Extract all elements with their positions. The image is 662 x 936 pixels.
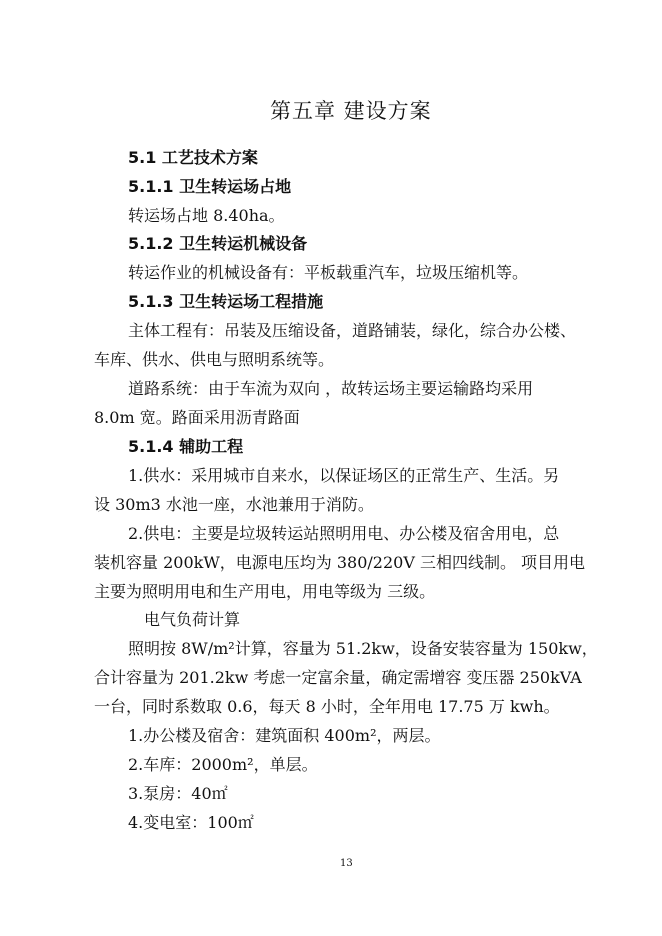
paragraph-calc-line3: 一台，同时系数取 0.6，每天 8 小时，全年用电 17.75 万 kwh。 <box>94 697 560 716</box>
page-number: 13 <box>340 858 353 869</box>
paragraph-road-line1: 道路系统：由于车流为双向 ，故转运场主要运输路均采用 <box>128 379 534 398</box>
list-item-pump-house: 3.泵房：40㎡ <box>128 784 228 803</box>
paragraph-road-line2: 8.0m 宽。路面采用沥青路面 <box>94 408 300 427</box>
paragraph-power-line2: 装机容量 200kW，电源电压均为 380/220V 三相四线制。 项目用电 <box>94 553 586 572</box>
paragraph-power-line3: 主要为照明用电和生产用电，用电等级为 三级。 <box>94 582 436 601</box>
paragraph-equipment: 转运作业的机械设备有：平板载重汽车，垃圾压缩机等。 <box>128 263 529 282</box>
paragraph-power-line1: 2.供电：主要是垃圾转运站照明用电、办公楼及宿舍用电，总 <box>128 524 560 543</box>
section-5-1-4-heading: 5.1.4 辅助工程 <box>128 437 244 456</box>
section-5-1-2-heading: 5.1.2 卫生转运机械设备 <box>128 234 308 253</box>
paragraph-water-line1: 1.供水：采用城市自来水，以保证场区的正常生产、生活。另 <box>128 466 560 485</box>
section-5-1-3-heading: 5.1.3 卫生转运场工程措施 <box>128 292 324 311</box>
list-item-office: 1.办公楼及宿舍：建筑面积 400m²，两层。 <box>128 726 441 745</box>
paragraph-site-area: 转运场占地 8.40ha。 <box>128 206 285 225</box>
chapter-title: 第五章 建设方案 <box>270 99 432 123</box>
paragraph-main-works-line1: 主体工程有：吊装及压缩设备，道路铺装，绿化，综合办公楼、 <box>128 321 577 340</box>
electrical-load-title: 电气负荷计算 <box>144 610 241 629</box>
paragraph-calc-line2: 合计容量为 201.2kw 考虑一定富余量，确定需增容 变压器 250kVA <box>94 668 582 687</box>
paragraph-water-line2: 设 30m3 水池一座，水池兼用于消防。 <box>94 495 374 514</box>
paragraph-calc-line1: 照明按 8W/m²计算，容量为 51.2kw，设备安装容量为 150kw， <box>128 639 598 658</box>
list-item-garage: 2.车库：2000m²，单层。 <box>128 755 318 774</box>
section-5-1-heading: 5.1 工艺技术方案 <box>128 148 258 167</box>
section-5-1-1-heading: 5.1.1 卫生转运场占地 <box>128 177 292 196</box>
list-item-substation: 4.变电室：100㎡ <box>128 813 254 832</box>
paragraph-main-works-line2: 车库、供水、供电与照明系统等。 <box>94 350 335 369</box>
